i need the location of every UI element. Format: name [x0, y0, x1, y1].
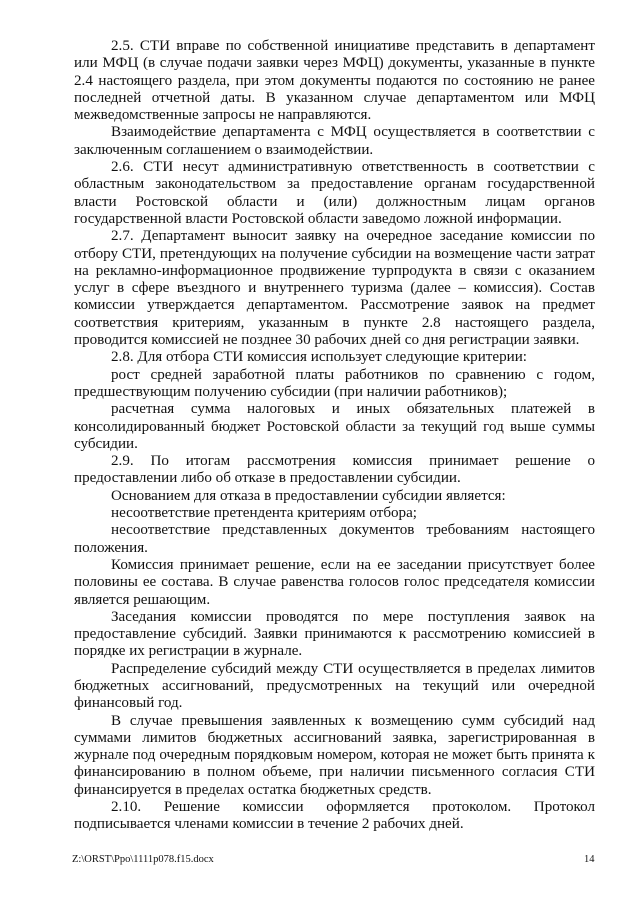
criterion-tax-payments: расчетная сумма налоговых и иных обязательных платежей в консолидированный бюджет Ростовской области за текущий год выше суммы субсидии.: [74, 401, 595, 452]
footer-page-number: 14: [584, 854, 595, 865]
footer-file-path: Z:\ORST\Ppo\1111p078.f15.docx: [72, 854, 214, 865]
paragraph-2-5: 2.5. СТИ вправе по собственной инициативе представить в департамент или МФЦ (в случае подачи заявки через МФЦ) документы, указанные в пункте 2.4 настоящего раздела, при этом документы подаются по состоянию не ранее последней отчетной даты. В указанном случае департаментом или МФЦ межведомственные запросы не направляются.: [74, 38, 595, 124]
refusal-ground-documents: несоответствие представленных документов требованиям настоящего положения.: [74, 522, 595, 556]
document-body: [74, 38, 595, 834]
paragraph-2-9: 2.9. По итогам рассмотрения комиссия принимает решение о предоставлении либо об отказе в предоставлении субсидии.: [74, 453, 595, 487]
paragraph-2-8: 2.8. Для отбора СТИ комиссия использует следующие критерии:: [111, 349, 527, 366]
criterion-salary-growth: рост средней заработной платы работников по сравнению с годом, предшествующим получению субсидии (при наличии работников);: [74, 366, 595, 400]
paragraph-2-7: 2.7. Департамент выносит заявку на очередное заседание комиссии по отбору СТИ, претендующих на получение субсидии на возмещение части затрат на рекламно-информационное продвижение турпродукта в связи с оказанием услуг в сфере въездного и внутреннего туризма (далее – комиссия). Состав комиссии утверждается департаментом. Рассмотрение заявок на предмет соответствия критериям, указанным в пункте 2.8 настоящего раздела, проводится комиссией не позднее 30 рабочих дней со дня регистрации заявки.: [74, 228, 595, 349]
paragraph-meetings: Заседания комиссии проводятся по мере поступления заявок на предоставление субсидий. Заявки принимаются к рассмотрению комиссией в порядке их регистрации в журнале.: [74, 608, 595, 660]
refusal-ground-criteria: несоответствие претендента критериям отбора;: [111, 505, 417, 522]
refusal-grounds-intro: Основанием для отказа в предоставлении субсидии является:: [111, 487, 506, 504]
paragraph-quorum: Комиссия принимает решение, если на ее заседании присутствует более половины ее состава. В случае равенства голосов голос председателя комиссии является решающим.: [74, 556, 595, 608]
paragraph-mfc-interaction: Взаимодействие департамента с МФЦ осуществляется в соответствии с заключенным соглашением о взаимодействии.: [74, 124, 595, 158]
paragraph-limit-excess: В случае превышения заявленных к возмещению сумм субсидий над суммами лимитов бюджетных ассигнований заявка, зарегистрированная в журнале под очередным порядковым номером, которая не может быть принята к финансированию в полном объеме, при наличии письменного согласия СТИ финансируется в пределах остатка бюджетных средств.: [74, 712, 595, 798]
paragraph-distribution: Распределение субсидий между СТИ осуществляется в пределах лимитов бюджетных ассигнований, предусмотренных на текущий или очередной финансовый год.: [74, 660, 595, 712]
paragraph-2-6: 2.6. СТИ несут административную ответственность в соответствии с областным законодательством за предоставление органам государственной власти Ростовской области и (или) должностным лицам органов государственной власти Ростовской области заведомо ложной информации.: [74, 159, 595, 227]
paragraph-2-10: 2.10. Решение комиссии оформляется протоколом. Протокол подписывается членами комиссии в течение 2 рабочих дней.: [74, 799, 595, 833]
